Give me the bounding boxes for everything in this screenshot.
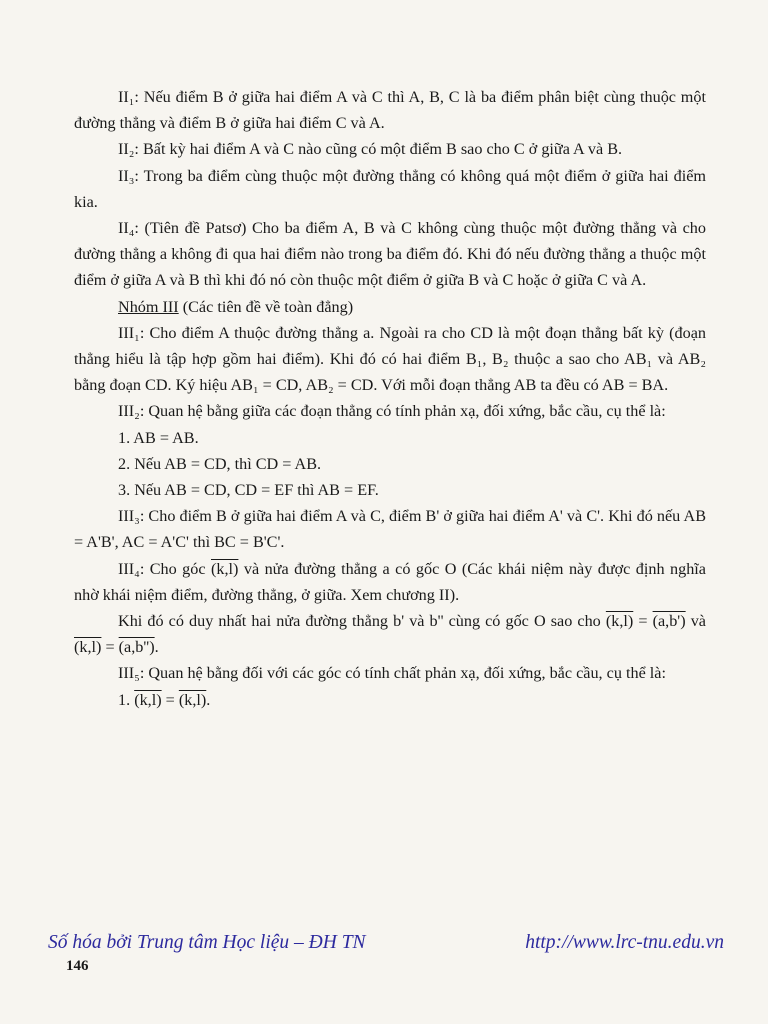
axiom-iii3: III₃: Cho điểm B ở giữa hai điểm A và C, điểm B' ở giữa hai điểm A' và C'. Khi đó nếu AB = A'B', AC = A'C' thì BC = B'C'. [74, 507, 706, 552]
footer-url[interactable]: http://www.lrc-tnu.edu.vn [525, 932, 724, 953]
item-number: 1. [118, 690, 135, 709]
consequence-text: Khi đó có duy nhất hai nửa đường thẳng b' và b'' cùng có gốc O sao cho [118, 612, 606, 631]
angle-kl-right: (k,l) [178, 690, 207, 709]
axiom-iii4-consequence [74, 608, 706, 660]
axiom-ii4: II₄: (Tiên đề Patsơ) Cho ba điểm A, B và C không cùng thuộc một đường thẳng và cho đường thẳng a không đi qua hai điểm nào trong ba điểm đó. Khi đó nếu đường thẳng a thuộc một điểm ở giữa A và B thì khi đó nó còn thuộc một điểm ở giữa B và C hoặc ở giữa C và A. [74, 219, 706, 290]
equals: = [161, 690, 179, 709]
axiom-iii1: III₁: Cho điểm A thuộc đường thẳng a. Ngoài ra cho CD là một đoạn thẳng bất kỳ (đoạn thẳng hiểu là tập hợp gồm hai điểm). Khi đó có hai điểm B₁, B₂ thuộc a sao cho AB₁ và AB₂ bằng đoạn CD. Ký hiệu AB₁ = CD, AB₂ = CD. Với mỗi đoạn thẳng AB ta đều có AB = BA. [74, 323, 706, 395]
axiom-iii4-start: III₄: Cho góc [118, 559, 211, 578]
footer-credit: Số hóa bởi Trung tâm Học liệu – ĐH TN [48, 932, 366, 953]
axiom-iii2-item-3: 3. Nếu AB = CD, CD = EF thì AB = EF. [118, 481, 379, 500]
axiom-iii5: III₅: Quan hệ bằng đối với các góc có tính chất phản xạ, đối xứng, bắc cầu, cụ thể là: [118, 664, 666, 683]
angle-kl-1: (k,l) [605, 612, 634, 631]
period: . [154, 638, 159, 657]
angle-kl-2: (k,l) [74, 638, 102, 657]
angle-kl: (k,l) [211, 559, 239, 578]
axiom-iii5-item-1 [74, 687, 706, 713]
angle-ab2: (a,b'') [118, 638, 155, 657]
equals-2: = [101, 638, 119, 657]
footer [48, 932, 724, 962]
group-iii-title: Nhóm III [118, 297, 179, 316]
axiom-iii2-item-1: 1. AB = AB. [118, 428, 199, 447]
axiom-ii3: II₃: Trong ba điểm cùng thuộc một đường thẳng có không quá một điểm ở giữa hai điểm kia. [74, 166, 706, 211]
axiom-iii2: III₂: Quan hệ bằng giữa các đoạn thẳng có tính phản xạ, đối xứng, bắc cầu, cụ thể là: [118, 402, 666, 421]
group-iii-heading [74, 294, 706, 320]
axiom-ii2: II₂: Bất kỳ hai điểm A và C nào cũng có một điểm B sao cho C ở giữa A và B. [118, 140, 623, 159]
angle-kl-left: (k,l) [134, 690, 162, 709]
axiom-iii4 [74, 556, 706, 608]
and-word: và [685, 612, 706, 631]
equals-1: = [633, 612, 653, 631]
axiom-iii4-rest: và nửa đường thẳng a có gốc O (Các khái niệm này được định nghĩa nhờ khái niệm điểm, đường thẳng, ở giữa. Xem chương II). [74, 559, 706, 604]
axiom-ii1: II₁: Nếu điểm B ở giữa hai điểm A và C thì A, B, C là ba điểm phân biệt cùng thuộc một đường thẳng và điểm B ở giữa hai điểm C và A. [74, 88, 706, 133]
angle-ab1: (a,b') [652, 612, 686, 631]
item-end: . [206, 690, 211, 709]
group-iii-subtitle: (Các tiên đề về toàn đẳng) [178, 297, 354, 316]
axiom-iii2-item-2: 2. Nếu AB = CD, thì CD = AB. [118, 454, 322, 473]
body-text [74, 84, 706, 713]
page-number: 146 [66, 958, 89, 974]
